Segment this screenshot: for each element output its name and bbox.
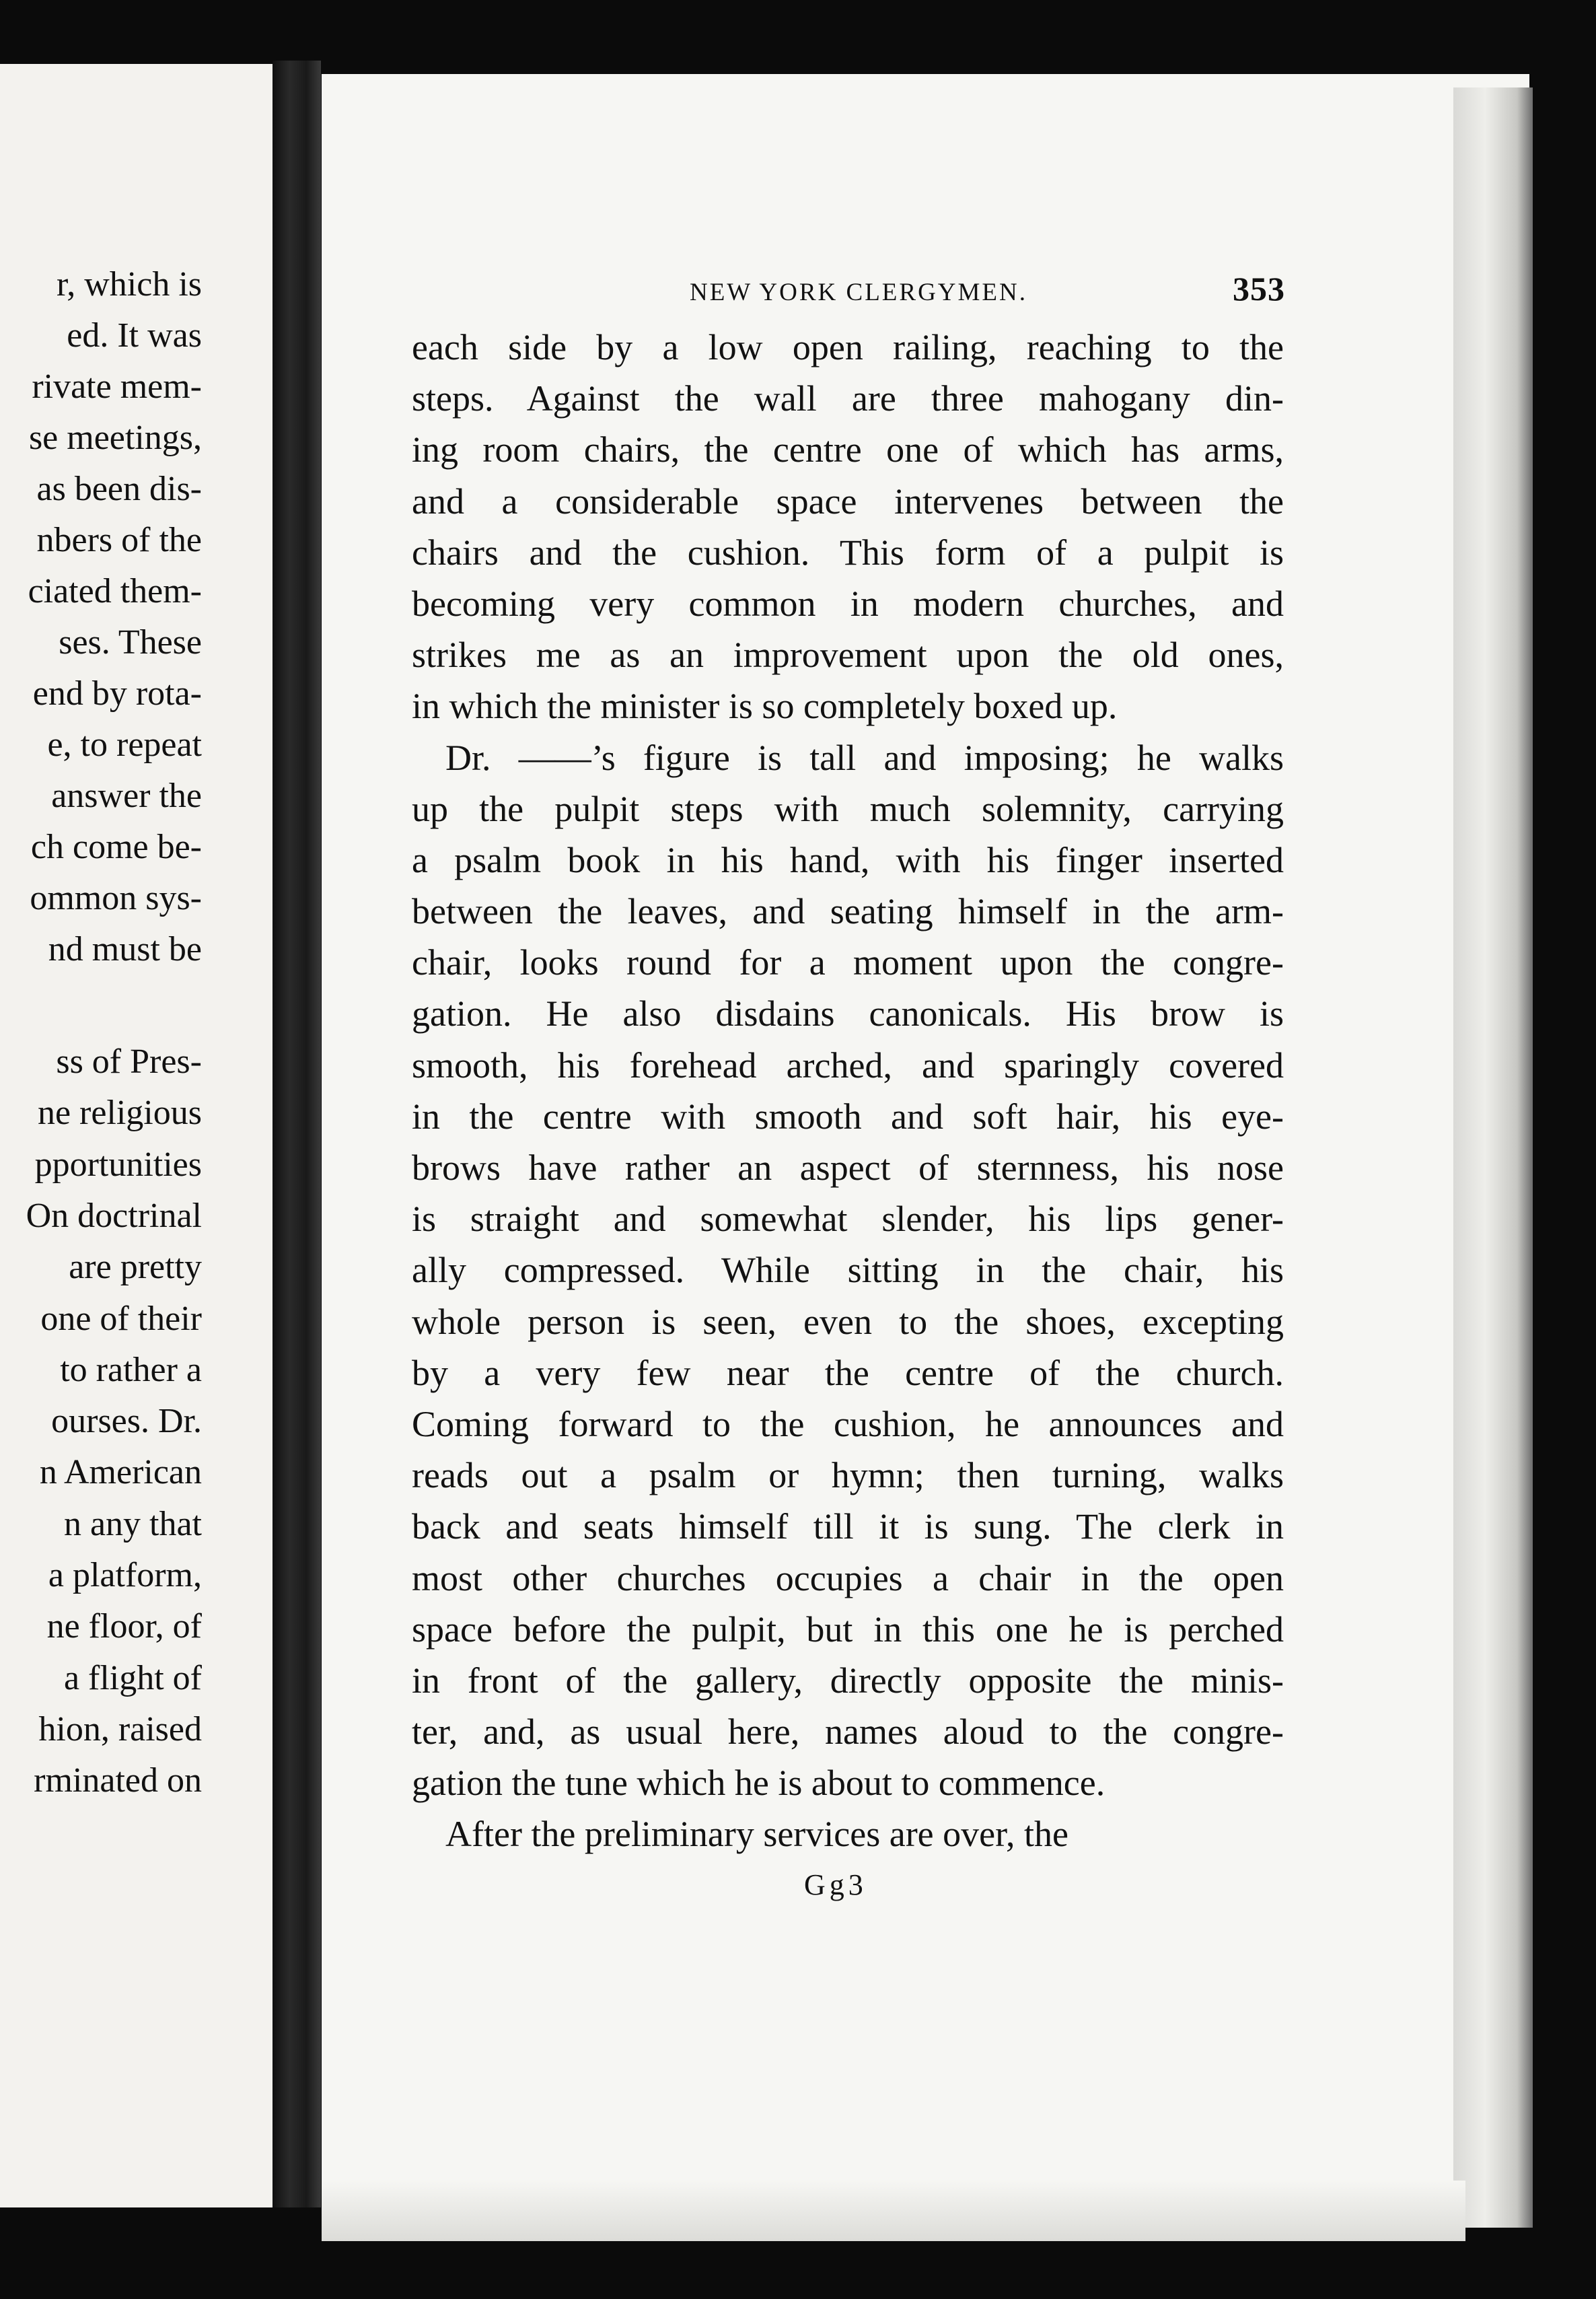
text-line: in the centre with smooth and soft hair, his eye- [412, 1096, 1284, 1137]
text-line: brows have rather an aspect of sternness, his nose [412, 1147, 1284, 1188]
left-page-line: as been dis- [36, 470, 202, 508]
left-page-line: rivate mem- [32, 367, 202, 406]
text-line: is straight and somewhat slender, his lips gener- [412, 1199, 1284, 1240]
text-line: smooth, his forehead arched, and sparingly covered [412, 1045, 1284, 1086]
text-line: each side by a low open railing, reaching to the [412, 327, 1284, 367]
text-line: space before the pulpit, but in this one he is perched [412, 1608, 1284, 1650]
book-gutter [273, 61, 321, 2207]
left-page-line: n American [39, 1453, 202, 1492]
left-page [0, 64, 273, 2207]
text-line: whole person is seen, even to the shoes, excepting [412, 1301, 1284, 1342]
left-page-line: n any that [63, 1504, 202, 1543]
text-line: steps. Against the wall are three mahogany din- [412, 378, 1284, 419]
left-page-line: ch come be- [30, 828, 202, 866]
text-line: ally compressed. While sitting in the chair, his [412, 1250, 1284, 1291]
left-page-line: se meetings, [28, 419, 202, 457]
left-page-line: one of their [40, 1299, 202, 1338]
left-page-line: ommon sys- [30, 879, 202, 917]
text-line: a psalm book in his hand, with his finger inserted [412, 839, 1284, 880]
left-page-line: ciated them- [28, 572, 202, 610]
left-page-line: ed. It was [67, 316, 202, 355]
text-line: gation the tune which he is about to commence. [412, 1763, 1105, 1804]
running-header [410, 269, 1285, 308]
left-page-line: answer the [51, 777, 202, 815]
left-page-line: rminated on [34, 1761, 202, 1800]
text-line: back and seats himself till it is sung. The clerk in [412, 1506, 1284, 1547]
left-page-line: ses. These [59, 623, 202, 662]
text-line: most other churches occupies a chair in the open [412, 1557, 1284, 1598]
text-line: ing room chairs, the centre one of which has arms, [412, 429, 1284, 470]
text-line: After the preliminary services are over, the [445, 1814, 1068, 1855]
page-number: 353 [1232, 270, 1285, 308]
text-line: ter, and, as usual here, names aloud to the congre- [412, 1711, 1284, 1753]
left-page-line: hion, raised [38, 1709, 202, 1748]
left-page-line: end by rota- [32, 674, 202, 713]
left-page-line: pportunities [34, 1145, 202, 1184]
page-bottom-shadow [322, 2181, 1465, 2241]
text-line: strikes me as an improvement upon the old ones, [412, 635, 1284, 676]
text-line: and a considerable space intervenes between the [412, 481, 1284, 522]
text-line: becoming very common in modern churches, and [412, 583, 1284, 624]
running-title: NEW YORK CLERGYMEN. [689, 279, 1027, 306]
text-line: gation. He also disdains canonicals. His brow is [412, 993, 1284, 1034]
left-page-line: ne religious [37, 1094, 202, 1133]
text-line: Dr. ——’s figure is tall and imposing; he walks [445, 737, 1284, 778]
text-line: reads out a psalm or hymn; then turning, walks [412, 1455, 1284, 1496]
text-line: Coming forward to the cushion, he announces and [412, 1403, 1284, 1444]
signature-mark: Gg3 [804, 1868, 867, 1901]
left-page-line: ss of Pres- [56, 1042, 202, 1081]
page-edges [1453, 87, 1533, 2228]
body-text [412, 322, 1284, 1860]
text-line: between the leaves, and seating himself in the arm- [412, 891, 1284, 932]
left-page-line: to rather a [60, 1350, 202, 1389]
text-line: chair, looks round for a moment upon the congre- [412, 942, 1284, 983]
text-line: chairs and the cushion. This form of a pulpit is [412, 532, 1284, 573]
left-page-line: ourses. Dr. [51, 1402, 202, 1441]
left-page-line: nd must be [48, 930, 202, 968]
left-page-line: are pretty [69, 1248, 202, 1287]
left-page-line: a flight of [63, 1658, 202, 1697]
text-line: in which the minister is so completely boxed up. [412, 686, 1118, 727]
left-page-line: ne floor, of [46, 1607, 202, 1646]
text-line: by a very few near the centre of the church. [412, 1352, 1284, 1393]
left-page-line: a platform, [48, 1556, 202, 1594]
left-page-line: e, to repeat [47, 726, 202, 764]
text-line: up the pulpit steps with much solemnity, carrying [412, 788, 1284, 829]
left-page-line: On doctrinal [26, 1196, 202, 1235]
left-page-line: nbers of the [36, 521, 202, 559]
text-line: in front of the gallery, directly opposite the minis- [412, 1660, 1284, 1701]
left-page-line: r, which is [57, 265, 202, 304]
